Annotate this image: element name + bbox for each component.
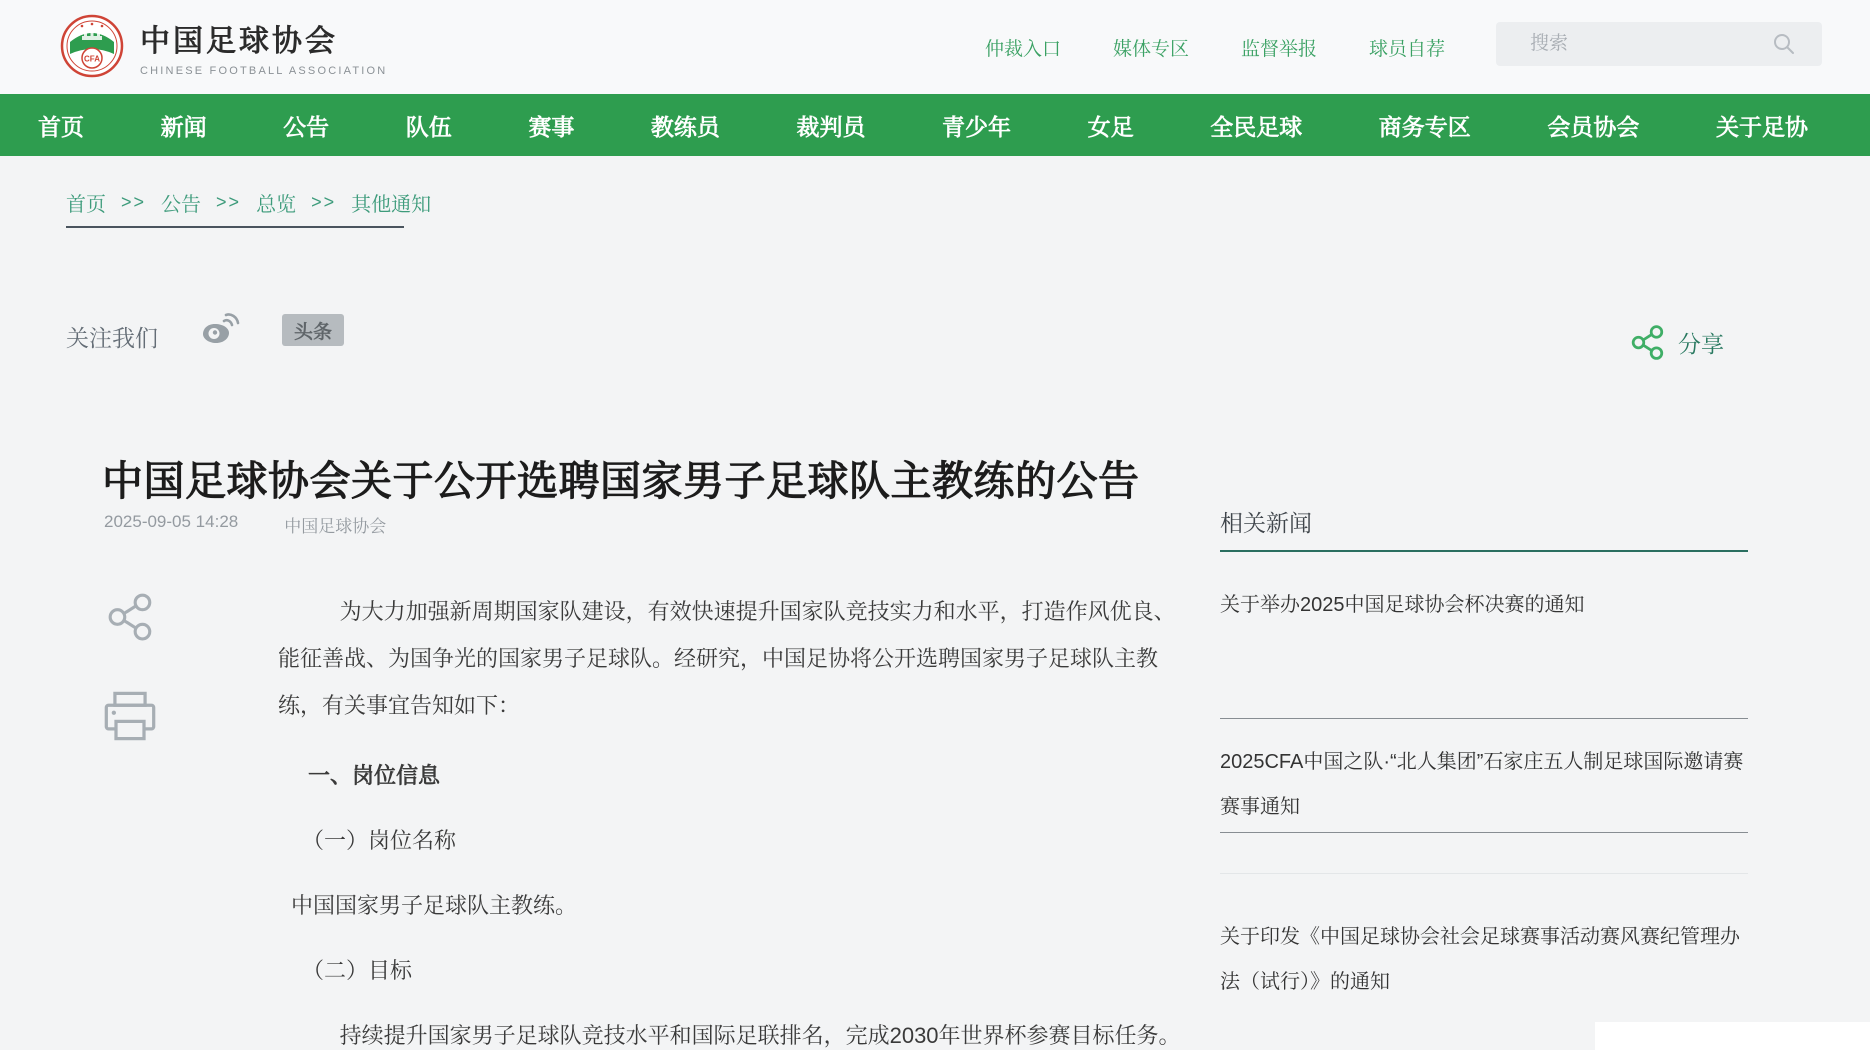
share-label: 分享 <box>1678 330 1724 357</box>
site-logo[interactable] <box>60 14 387 78</box>
related-news-item[interactable]: 关于举办2025中国足球协会杯决赛的通知 <box>1220 594 1585 616</box>
nav-item-competitions[interactable]: 赛事 <box>528 113 575 140</box>
cfa-emblem-icon <box>60 14 124 78</box>
article-subheading: （一）岗位名称 <box>302 828 457 853</box>
related-news-title-rule <box>1220 550 1748 552</box>
link-supervision-report[interactable]: 监督举报 <box>1241 38 1318 60</box>
article-paragraph: 持续提升国家男子足球队竞技水平和国际足联排名，完成2030年世界杯参赛目标任务。 <box>339 1023 1181 1048</box>
link-player-self-recommend[interactable]: 球员自荐 <box>1369 38 1446 60</box>
related-news-title: 相关新闻 <box>1220 510 1312 536</box>
article-section-heading: 一、岗位信息 <box>308 763 441 788</box>
header-quick-links <box>985 0 1445 94</box>
related-news-item[interactable]: 关于印发《中国足球协会社会足球赛事活动赛风赛纪管理办法（试行）》的通知 <box>1220 926 1740 993</box>
article-body <box>278 588 1183 1050</box>
breadcrumb-separator: >> <box>121 192 147 212</box>
article-meta <box>104 512 386 537</box>
article-date: 2025-09-05 14:28 <box>104 512 239 531</box>
article-paragraph: 为大力加强新周期国家队建设，有效快速提升国家队竞技实力和水平，打造作风优良、能征善战、为国争光的国家男子足球队。经研究，中国足协将公开选聘国家男子足球队主教练，有关事宜告知如下： <box>278 599 1176 718</box>
nav-item-about-cfa[interactable]: 关于足协 <box>1715 113 1808 140</box>
share-button[interactable] <box>1630 324 1724 360</box>
weibo-icon[interactable] <box>200 312 240 346</box>
breadcrumb <box>66 188 431 217</box>
breadcrumb-separator: >> <box>311 192 337 212</box>
toutiao-badge[interactable]: 头条 <box>282 314 344 346</box>
nav-item-member-associations[interactable]: 会员协会 <box>1547 113 1640 140</box>
breadcrumb-overview[interactable]: 总览 <box>256 194 297 216</box>
logo-title: 中国足球协会 <box>140 24 338 58</box>
site-header <box>0 0 1870 94</box>
related-news-item[interactable]: 2025CFA中国之队·“北人集团”石家庄五人制足球国际邀请赛赛事通知 <box>1220 751 1744 818</box>
breadcrumb-other-notices[interactable]: 其他通知 <box>351 194 432 216</box>
article-subheading: （二）目标 <box>302 958 413 983</box>
related-news-divider <box>1220 718 1748 719</box>
main-nav <box>0 94 1870 156</box>
nav-item-business-zone[interactable]: 商务专区 <box>1378 113 1471 140</box>
related-news-divider <box>1220 873 1748 874</box>
article-paragraph: 中国国家男子足球队主教练。 <box>291 893 578 918</box>
share-nodes-icon <box>1630 324 1666 360</box>
related-news-sidebar <box>1220 505 1748 1050</box>
nav-item-announcements[interactable]: 公告 <box>283 113 330 140</box>
nav-item-womens-football[interactable]: 女足 <box>1087 113 1134 140</box>
article-title: 中国足球协会关于公开选聘国家男子足球队主教练的公告 <box>102 458 1140 504</box>
breadcrumb-announcements[interactable]: 公告 <box>161 194 202 216</box>
nav-item-coaches[interactable]: 教练员 <box>650 113 720 140</box>
search-box <box>1496 22 1822 66</box>
breadcrumb-home[interactable]: 首页 <box>66 194 106 216</box>
nav-item-teams[interactable]: 队伍 <box>405 113 452 140</box>
article-print-icon[interactable] <box>102 690 158 742</box>
nav-item-home[interactable]: 首页 <box>38 113 84 140</box>
article-share-icon[interactable] <box>106 592 156 642</box>
link-arbitration[interactable]: 仲裁入口 <box>985 38 1062 60</box>
follow-us-label: 关注我们 <box>66 325 158 351</box>
nav-item-referees[interactable]: 裁判员 <box>796 113 866 140</box>
breadcrumb-separator: >> <box>216 192 242 212</box>
logo-wordmark <box>140 16 387 77</box>
bottom-right-panel <box>1595 1022 1870 1050</box>
breadcrumb-underline <box>66 226 404 228</box>
search-icon[interactable] <box>1772 32 1796 56</box>
emblem-cfa-text: CFA <box>84 54 100 64</box>
related-news-divider <box>1220 832 1748 833</box>
link-media-zone[interactable]: 媒体专区 <box>1113 38 1190 60</box>
nav-item-news[interactable]: 新闻 <box>160 113 207 140</box>
article-source: 中国足球协会 <box>284 517 387 536</box>
nav-item-grassroots[interactable]: 全民足球 <box>1210 113 1303 140</box>
logo-subtitle: CHINESE FOOTBALL ASSOCIATION <box>140 64 388 77</box>
nav-item-youth[interactable]: 青少年 <box>942 113 1012 140</box>
